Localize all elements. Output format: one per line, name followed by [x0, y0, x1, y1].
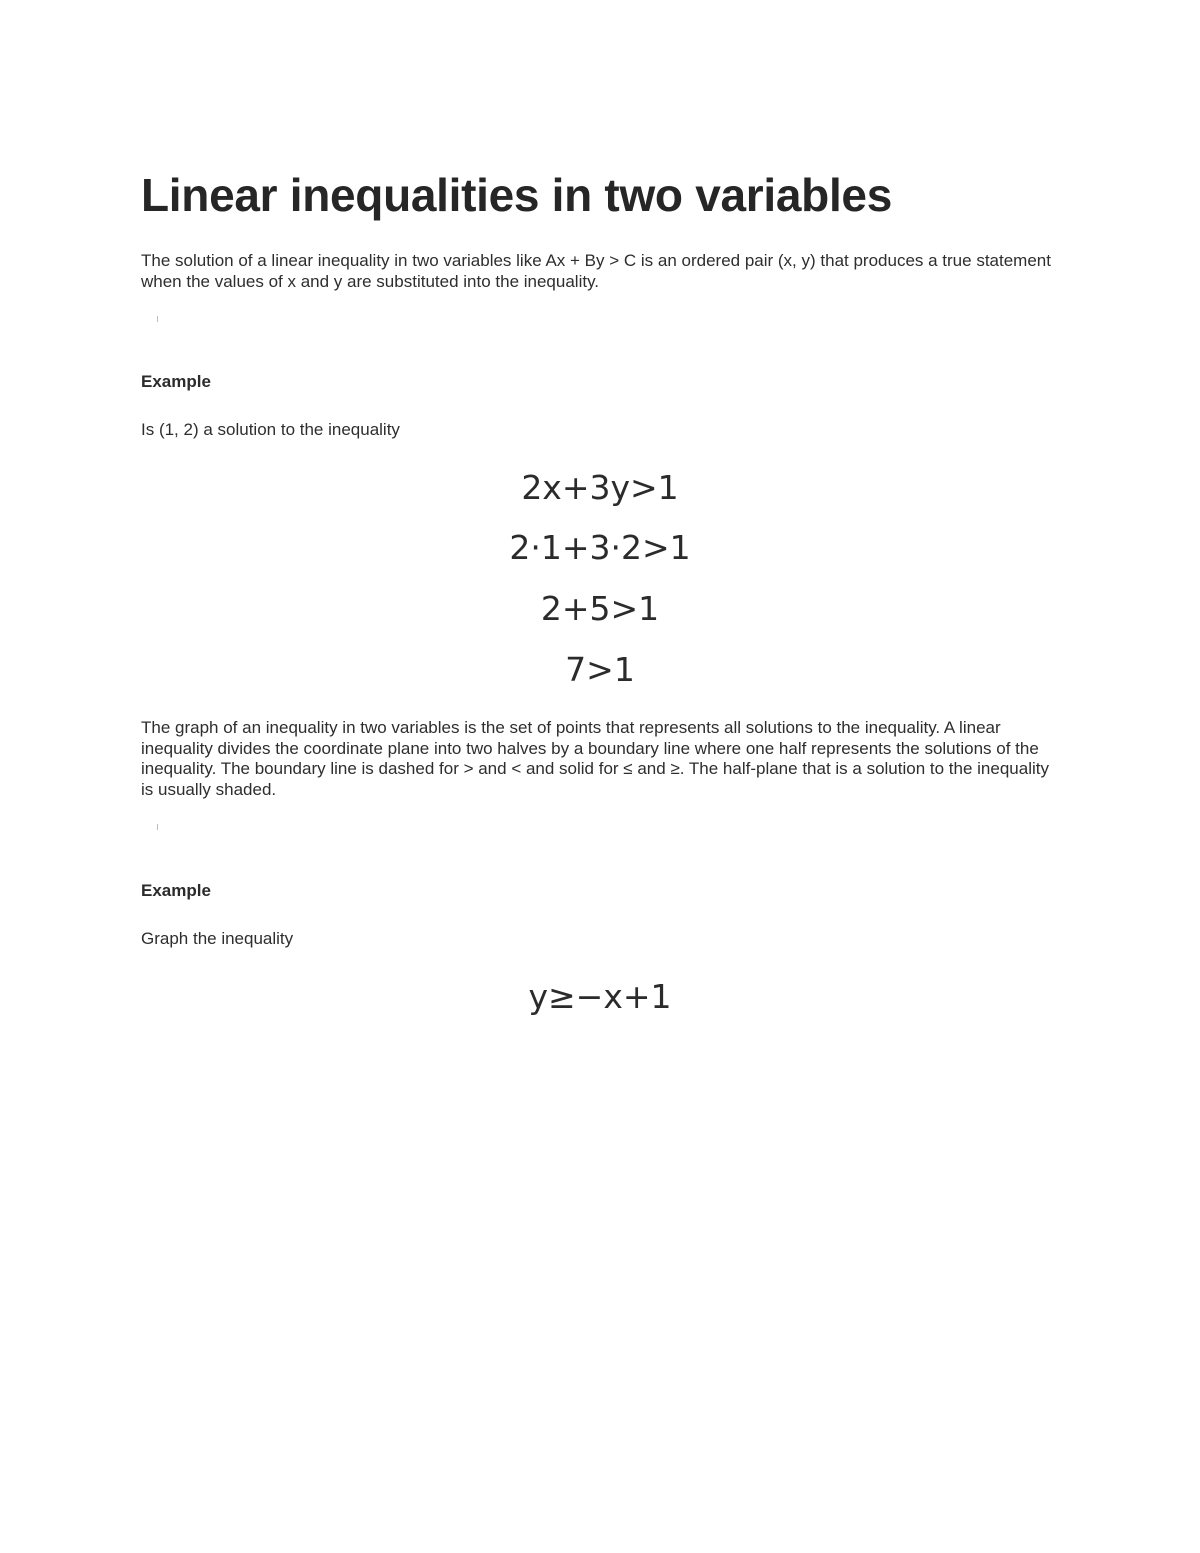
- example-1-heading: Example: [141, 372, 211, 391]
- inequality-equation: y≥−x+1: [528, 977, 672, 1016]
- example-2-prompt: Graph the inequality: [141, 929, 294, 948]
- example-1-prompt: Is (1, 2) a solution to the inequality: [141, 420, 400, 439]
- graph-explanation-paragraph: The graph of an inequality in two variables is the set of points that represents all solutions to the inequality. A linear inequality divides the coordinate plane into two halves by a boundary line where one half represents the solutions of the inequality. The boundary line is dashed for > and < and solid for ≤ and ≥. The half-plane that is a solution to the inequality is usually shaded.: [141, 718, 1049, 799]
- example-2-heading: Example: [141, 881, 211, 900]
- image-placeholder-mark: [157, 316, 158, 322]
- math-step-2: 2·1+3·2>1: [509, 528, 691, 567]
- math-step-3: 2+5>1: [540, 589, 660, 628]
- math-step-4: 7>1: [565, 650, 635, 689]
- page-title: Linear inequalities in two variables: [141, 169, 892, 221]
- image-placeholder-mark: [157, 824, 158, 830]
- intro-paragraph: The solution of a linear inequality in two variables like Ax + By > C is an ordered pair (x, y) that produces a true statement when the values of x and y are substituted into the inequality.: [141, 251, 1051, 291]
- math-step-1: 2x+3y>1: [521, 468, 679, 507]
